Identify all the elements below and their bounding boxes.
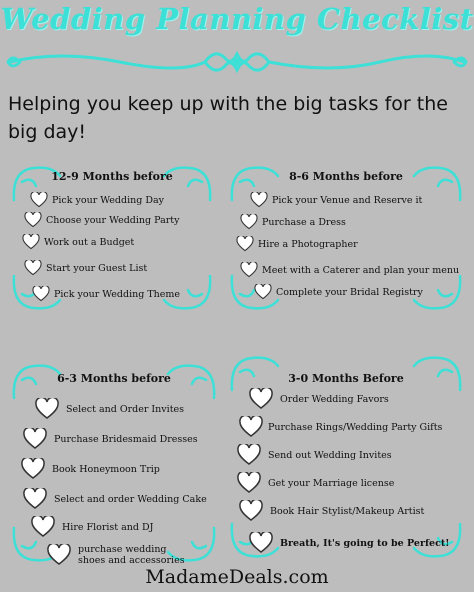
item-label: Breath, It's going to be Perfect!	[280, 537, 450, 549]
heart-checkbox-icon[interactable]	[30, 192, 48, 208]
section-heading: 8-6 Months before	[289, 170, 403, 183]
item-label: Purchase Bridesmaid Dresses	[54, 433, 198, 445]
heart-checkbox-icon[interactable]	[32, 286, 50, 302]
item-label: Complete your Bridal Registry	[276, 286, 423, 298]
item-label: Select and order Wedding Cake	[54, 493, 207, 505]
item-label: Pick your Venue and Reserve it	[272, 194, 423, 206]
heart-checkbox-icon[interactable]	[24, 212, 42, 228]
checklist-item	[238, 500, 424, 522]
checklist-item	[22, 488, 207, 510]
checklist-item	[30, 192, 164, 208]
heart-checkbox-icon[interactable]	[248, 388, 274, 410]
section-heading: 3-0 Months Before	[288, 372, 404, 385]
heart-checkbox-icon[interactable]	[22, 428, 48, 450]
heart-checkbox-icon[interactable]	[240, 262, 258, 278]
item-label: Work out a Budget	[44, 236, 135, 248]
item-label: Book Hair Stylist/Makeup Artist	[270, 505, 425, 517]
heart-checkbox-icon[interactable]	[30, 516, 56, 538]
checklist-item	[34, 398, 184, 420]
checklist-item	[46, 544, 206, 566]
checklist-item	[20, 458, 160, 480]
heart-checkbox-icon[interactable]	[236, 444, 262, 466]
section-8-6-months	[226, 160, 466, 316]
section-12-9-months	[8, 160, 216, 316]
checklist-item	[24, 212, 180, 228]
item-label: Purchase a Dress	[262, 216, 346, 228]
heart-checkbox-icon[interactable]	[254, 284, 272, 300]
item-label: Start your Guest List	[46, 262, 148, 274]
checklist-title: Wedding Planning Checklist	[0, 2, 474, 36]
heart-checkbox-icon[interactable]	[238, 500, 264, 522]
heart-checkbox-icon[interactable]	[236, 236, 254, 252]
checklist-item	[236, 236, 358, 252]
heart-checkbox-icon[interactable]	[236, 472, 262, 494]
heart-checkbox-icon[interactable]	[248, 532, 274, 554]
heart-checkbox-icon[interactable]	[20, 458, 46, 480]
heart-checkbox-icon[interactable]	[34, 398, 60, 420]
item-label: Choose your Wedding Party	[46, 214, 180, 226]
item-label: Hire Florist and DJ	[62, 521, 154, 533]
checklist-item	[32, 286, 180, 302]
item-label: Pick your Wedding Day	[52, 194, 164, 206]
section-6-3-months	[8, 358, 220, 568]
item-label: Get your Marriage license	[268, 477, 395, 489]
checklist-item	[22, 428, 198, 450]
section-heading: 6-3 Months before	[57, 372, 171, 385]
checklist-item	[248, 532, 449, 554]
checklist-item	[30, 516, 153, 538]
section-3-0-months	[226, 350, 466, 564]
item-label: Hire a Photographer	[258, 238, 358, 250]
title-flourish	[0, 44, 474, 80]
item-label: Send out Wedding Invites	[268, 449, 392, 461]
item-label: Book Honeymoon Trip	[52, 463, 160, 475]
checklist-item	[24, 260, 147, 276]
section-heading: 12-9 Months before	[51, 170, 173, 183]
checklist-item	[250, 192, 422, 208]
item-label: Pick your Wedding Theme	[54, 288, 181, 300]
item-label: Order Wedding Favors	[280, 393, 389, 405]
checklist-item	[240, 262, 459, 278]
checklist-item	[22, 234, 134, 250]
checklist-item	[236, 444, 392, 466]
intro-text: Helping you keep up with the big tasks for the big day!	[8, 93, 448, 143]
heart-checkbox-icon[interactable]	[22, 234, 40, 250]
checklist-item	[238, 416, 442, 438]
item-label: Meet with a Caterer and plan your menu	[262, 264, 460, 276]
checklist-item	[240, 214, 346, 230]
checklist-item	[254, 284, 423, 300]
heart-checkbox-icon[interactable]	[238, 416, 264, 438]
heart-checkbox-icon[interactable]	[24, 260, 42, 276]
heart-checkbox-icon[interactable]	[240, 214, 258, 230]
item-label: Purchase Rings/Wedding Party Gifts	[268, 421, 443, 433]
item-label: purchase wedding shoes and accessories	[78, 544, 185, 566]
checklist-item	[236, 472, 394, 494]
site-watermark: MadameDeals.com	[145, 566, 329, 588]
heart-checkbox-icon[interactable]	[22, 488, 48, 510]
item-label: Select and Order Invites	[66, 403, 185, 415]
checklist-item	[248, 388, 389, 410]
heart-checkbox-icon[interactable]	[250, 192, 268, 208]
heart-checkbox-icon[interactable]	[46, 544, 72, 566]
